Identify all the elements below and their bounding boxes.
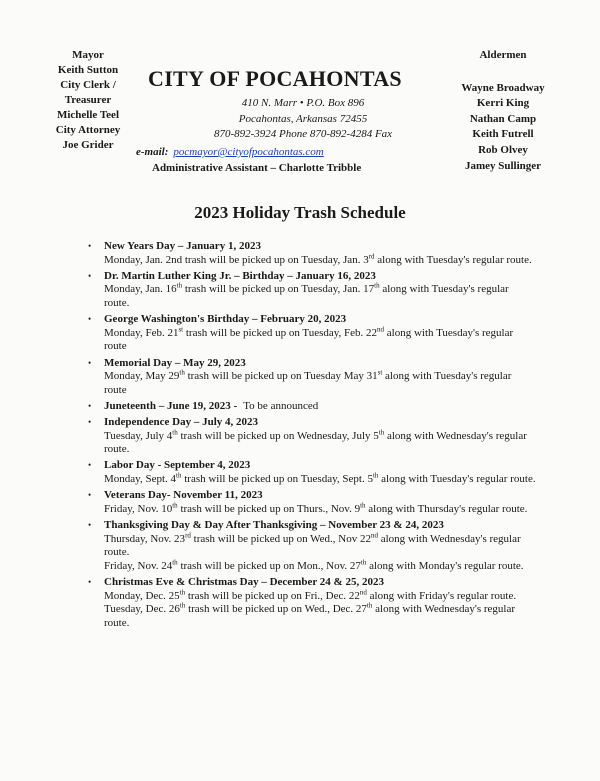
pickup-detail: Friday, Nov. 24th trash will be picked up on Mon., Nov. 27th along with Monday's regular route. [104, 558, 524, 572]
pickup-detail: Tuesday, Dec. 26th trash will be picked up on Wed., Dec. 27th along with Wednesday's regular route. [104, 601, 516, 629]
alderman-name: Kerri King [476, 97, 530, 110]
aldermen-list [443, 48, 563, 174]
email-link[interactable]: pocmayor@cityofpocahontas.com [173, 146, 324, 158]
holiday-heading: George Washington's Birthday – February 20, 2023 [104, 313, 347, 326]
holiday-heading: Dr. Martin Luther King Jr. – Birthday – January 16, 2023 [104, 269, 376, 282]
address-line: 410 N. Marr • P.O. Box 896 [241, 97, 365, 109]
holiday-item [86, 519, 536, 573]
pickup-detail: Monday, May 29th trash will be picked up on Tuesday May 31st along with Tuesday's regular route [104, 368, 512, 396]
holiday-item [86, 576, 536, 630]
pickup-detail: Friday, Nov. 10th trash will be picked up on Thurs., Nov. 9th along with Thursday's regular route. [104, 501, 528, 515]
holiday-item [86, 313, 536, 354]
phone-fax-line: 870-892-3924 Phone 870-892-4284 Fax [213, 128, 393, 140]
holiday-item [86, 240, 536, 267]
pickup-detail: Monday, Feb. 21st trash will be picked up on Tuesday, Feb. 22nd along with Tuesday's regular route [104, 325, 514, 353]
bullet-icon: • [88, 314, 92, 325]
pickup-detail: Monday, Jan. 2nd trash will be picked up on Tuesday, Jan. 3rd along with Tuesday's regular route. [104, 251, 532, 266]
schedule-title: 2023 Holiday Trash Schedule [194, 203, 406, 222]
holiday-item [86, 416, 536, 457]
pickup-detail: Thursday, Nov. 23rd trash will be picked up on Wed., Nov 22nd along with Wednesday's regular route. [104, 530, 521, 559]
holiday-item [86, 357, 536, 398]
holiday-heading: Veterans Day- November 11, 2023 [104, 489, 263, 502]
bullet-icon: • [88, 357, 92, 368]
bullet-icon: • [88, 577, 92, 587]
official-title: City Attorney [55, 124, 121, 136]
alderman-name: Rob Olvey [478, 143, 528, 156]
bullet-icon: • [88, 417, 92, 428]
bullet-icon: • [88, 400, 92, 411]
assistant-line: Administrative Assistant – Charlotte Tribble [152, 162, 362, 174]
holiday-note: To be announced [243, 399, 319, 412]
holiday-heading: Juneteenth – June 19, 2023 - [104, 399, 238, 412]
alderman-name: Nathan Camp [469, 112, 537, 125]
holiday-heading: Labor Day - September 4, 2023 [104, 459, 251, 472]
pickup-detail: Monday, Dec. 25th trash will be picked up on Fri., Dec. 22nd along with Friday's regular route. [104, 587, 517, 602]
holiday-item [86, 270, 536, 311]
pickup-detail: Monday, Sept. 4th trash will be picked up on Tuesday, Sept. 5th along with Tuesday's regular route. [104, 471, 536, 486]
holiday-item [86, 400, 536, 414]
alderman-name: Wayne Broadway [461, 81, 545, 94]
holiday-heading: Christmas Eve & Christmas Day – December 24 & 25, 2023 [104, 576, 384, 588]
email-label: e-mail: [136, 146, 169, 158]
pickup-detail: Tuesday, July 4th trash will be picked up on Wednesday, July 5th along with Wednesday's regular route. [104, 428, 527, 456]
email-line [136, 146, 324, 158]
official-name: Michelle Teel [56, 109, 119, 121]
holiday-list [86, 240, 536, 633]
official-title: Mayor [72, 49, 104, 61]
pickup-detail: Monday, Jan. 16th trash will be picked up on Tuesday, Jan. 17th along with Tuesday's regular route. [104, 281, 509, 309]
holiday-heading: Independence Day – July 4, 2023 [104, 416, 259, 429]
city-officials [38, 48, 138, 153]
bullet-icon: • [88, 490, 92, 501]
alderman-name: Keith Futrell [472, 128, 534, 141]
city-state-line: Pocahontas, Arkansas 72455 [238, 112, 368, 125]
official-name: Keith Sutton [57, 64, 119, 76]
address-block [188, 96, 418, 143]
bullet-icon: • [88, 270, 92, 281]
bullet-icon: • [88, 520, 92, 531]
alderman-name: Jamey Sullinger [464, 159, 542, 172]
aldermen-heading: Aldermen [479, 49, 527, 61]
holiday-item [86, 459, 536, 486]
bullet-icon: • [88, 460, 92, 471]
holiday-heading: New Years Day – January 1, 2023 [104, 240, 261, 252]
bullet-icon: • [88, 241, 92, 251]
city-title: CITY OF POCAHONTAS [148, 66, 402, 91]
holiday-heading: Thanksgiving Day & Day After Thanksgiving – November 23 & 24, 2023 [104, 519, 444, 532]
holiday-heading: Memorial Day – May 29, 2023 [104, 356, 246, 369]
holiday-item [86, 489, 536, 516]
official-title: City Clerk / Treasurer [60, 79, 116, 106]
official-name: Joe Grider [62, 139, 114, 151]
